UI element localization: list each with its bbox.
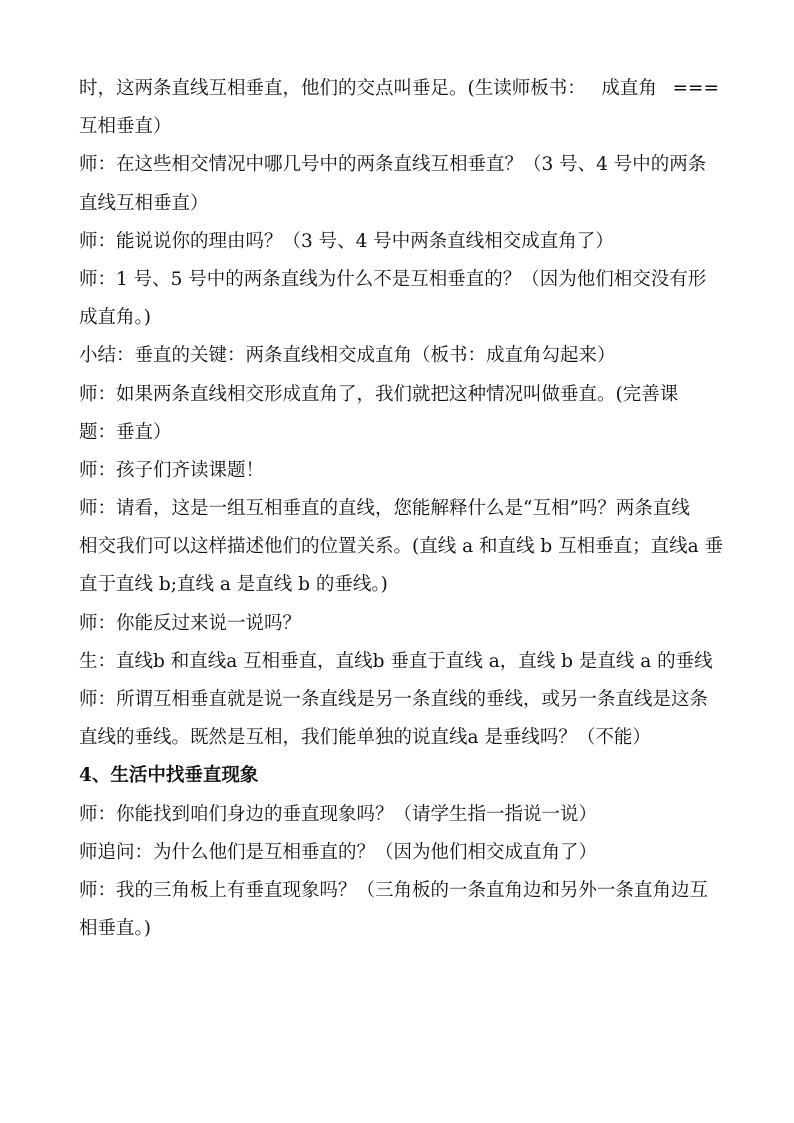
text-line-12: 师：请看，这是一组互相垂直的直线，您能解释什么是“互相”吗？两条直线: [79, 498, 690, 520]
text-line-1-main: 时，这两条直线互相垂直，他们的交点叫垂足。(生读师板书：: [79, 78, 586, 99]
text-line-13: 相交我们可以这样描述他们的位置关系。(直线 a 和直线 b 互相垂直；直线a 垂: [79, 536, 724, 558]
section-heading: 4、生活中找垂直现象: [79, 765, 259, 787]
text-line-16: 生：直线b 和直线a 互相垂直，直线b 垂直于直线 a，直线 b 是直线 a 的垂线: [79, 650, 713, 672]
text-line-17: 师：所谓互相垂直就是说一条直线是另一条直线的垂线，或另一条直线是这条: [79, 689, 709, 710]
text-line-2: 互相垂直）: [79, 116, 172, 138]
text-line-7: 成直角。): [79, 307, 151, 329]
text-line-14: 直于直线 b;直线 a 是直线 b 的垂线。): [79, 574, 388, 596]
text-line-1-tail-right-angle: 成直角: [601, 78, 657, 99]
text-line-22: 师：我的三角板上有垂直现象吗？（三角板的一条直角边和另外一条直角边互: [79, 879, 709, 901]
text-line-20: 师：你能找到咱们身边的垂直现象吗？（请学生指一指说一说）: [79, 803, 598, 825]
text-line-6: 师：1 号、5 号中的两条直线为什么不是互相垂直的？（因为他们相交没有形: [79, 268, 707, 290]
text-line-5: 师：能说说你的理由吗？（3 号、4 号中两条直线相交成直角了）: [79, 230, 614, 252]
text-line-8: 小结：垂直的关键：两条直线相交成直角（板书：成直角勾起来）: [79, 345, 616, 367]
text-line-1: [79, 70, 719, 108]
text-line-21: 师追问：为什么他们是互相垂直的？（因为他们相交成直角了）: [79, 841, 598, 863]
text-line-10: 题：垂直）: [79, 421, 172, 443]
text-line-9: 师：如果两条直线相交形成直角了，我们就把这种情况叫做垂直。(完善课: [79, 383, 679, 405]
document-page: [79, 70, 724, 948]
text-line-23: 相垂直。): [79, 918, 151, 940]
text-line-1-tail-equals: ===: [672, 78, 719, 99]
text-line-18: 直线的垂线。既然是互相，我们能单独的说直线a 是垂线吗？（不能）: [79, 727, 651, 749]
text-line-3: 师：在这些相交情况中哪几号中的两条直线互相垂直？（3 号、4 号中的两条: [79, 154, 707, 176]
text-line-15: 师：你能反过来说一说吗？: [79, 612, 302, 634]
text-line-4: 直线互相垂直）: [79, 192, 209, 214]
text-line-11: 师：孩子们齐读课题！: [79, 459, 265, 481]
